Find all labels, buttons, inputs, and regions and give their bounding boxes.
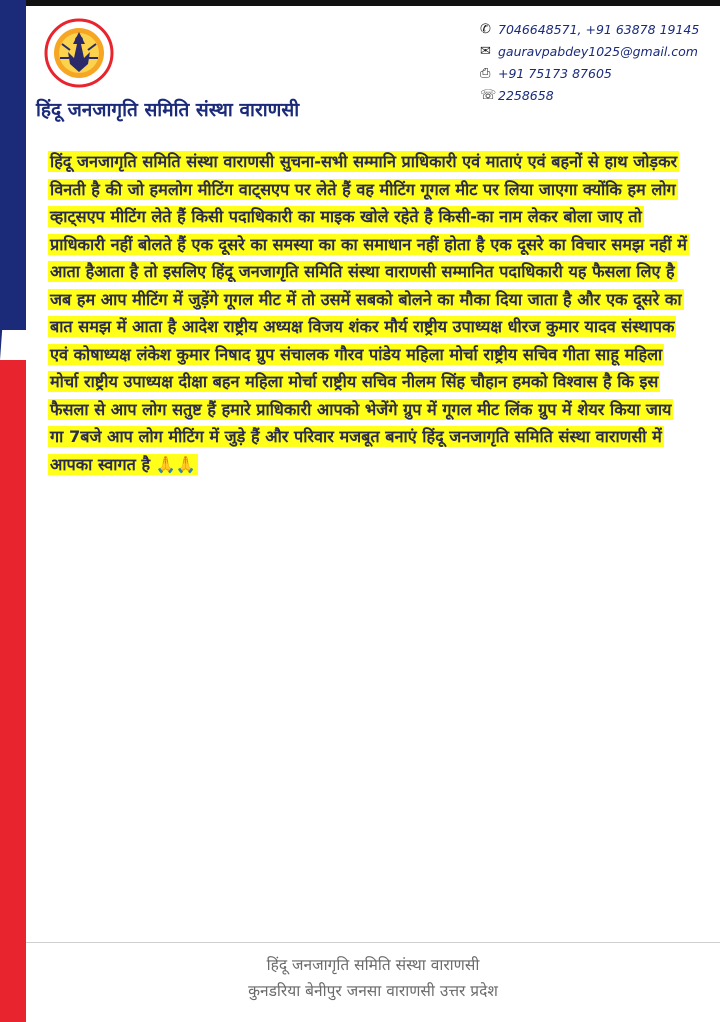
footer-divider	[26, 942, 720, 943]
email-row	[480, 40, 699, 62]
footer-org-name: हिंदू जनजागृति समिति संस्था वाराणसी	[266, 956, 480, 974]
phone-number: 7046648571, +91 63878 19145	[498, 21, 700, 37]
landline-row	[480, 84, 699, 106]
notice-body	[48, 148, 688, 478]
landline-number: 2258658	[498, 87, 554, 103]
top-border	[0, 0, 720, 6]
phone-icon: ✆	[480, 21, 491, 37]
footer-address: कुनडरिया बेनीपुर जनसा वाराणसी उत्तर प्रदेश	[248, 982, 498, 1000]
organization-logo	[44, 18, 114, 88]
fax-icon: ⎙	[480, 65, 491, 81]
mail-icon: ✉	[480, 43, 491, 59]
corner-accent	[0, 0, 26, 360]
notice-text: हिंदू जनजागृति समिति संस्था वाराणसी सुचना-सभी सम्मानि प्राधिकारी एवं माताएं एवं बहनों से हाथ जोड़कर विनती है की जो हमलोग मीटिंग वाट्सएप पर लेते हैं वह मीटिंग गूगल मीट पर लिया जाएगा क्योंकि हम लोग व्हाट्सएप मीटिंग लेते हैं किसी पदाधिकारी का माइक खोले रहेते है किसी-का नाम लेकर बोला जाए तो प्राधिकारी नहीं बोलते हैं एक दूसरे का समस्या का का समाधान नहीं होता है एक दूसरे का विचार समझ नहीं में आता हैआता है तो इसलिए हिंदू जनजागृति समिति संस्था वाराणसी सम्मानित पदाधिकारी यह फैसला लिए है जब हम आप मीटिंग में जुड़ेंगे गूगल मीट में तो उसमें सबको बोलने का मौका दिया जाता है और एक दूसरे का बात समझ में आता है आदेश राष्ट्रीय अध्यक्ष विजय शंकर मौर्य राष्ट्रीय उपाध्यक्ष धीरज कुमार यादव संस्थापक एवं कोषाध्यक्ष लंकेश कुमार निषाद ग्रुप संचालक गौरव पांडेय महिला मोर्चा राष्ट्रीय सचिव गीता साहू महिला मोर्चा राष्ट्रीय उपाध्यक्ष दीक्षा बहन महिला मोर्चा राष्ट्रीय सचिव नीलम सिंह चौहान हमको विश्वास है कि इस फैसला से आप लोग सतुष्ट हैं हमारे प्राधिकारी आपको भेजेंगे ग्रुप में गूगल मीट लिंक ग्रुप में शेयर किया जाय गा 7बजे आप लोग मीटिंग में जुड़े हैं और परिवार मजबूत बनाएं हिंदू जनजागृति समिति संस्था वाराणसी में आपका स्वागत है 🙏🙏	[50, 152, 687, 474]
email-address[interactable]: gauravpabdey1025@gmail.com	[498, 43, 698, 59]
fax-row	[480, 62, 699, 84]
landline-icon: ☏	[480, 87, 497, 103]
fax-number: +91 75173 87605	[498, 65, 612, 81]
phone-row	[480, 18, 699, 40]
contact-block	[480, 18, 699, 106]
footer	[26, 952, 720, 1004]
organization-title: हिंदू जनजागृति समिति संस्था वाराणसी	[36, 99, 300, 121]
